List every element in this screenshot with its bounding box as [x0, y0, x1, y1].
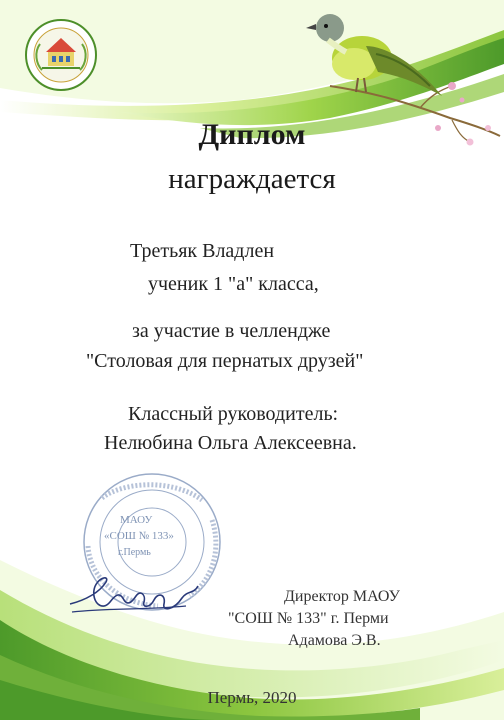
stamp-icon [62, 470, 242, 650]
director-school: "СОШ № 133" г. Перми [228, 610, 389, 627]
school-emblem-icon [24, 18, 98, 92]
stamp-line-1: МАОУ [120, 514, 153, 526]
bird-icon [306, 6, 446, 116]
awarded-heading: награждается [168, 163, 336, 195]
recipient-class: ученик 1 "а" класса, [148, 273, 319, 295]
city-year: Пермь, 2020 [207, 688, 297, 707]
teacher-role: Классный руководитель: [128, 403, 339, 425]
reason-line-2: "Столовая для пернатых друзей" [86, 350, 364, 372]
recipient-name: Третьяк Владлен [130, 240, 275, 262]
stamp-line-2: «СОШ № 133» [104, 530, 174, 542]
director-title: Директор МАОУ [284, 588, 400, 605]
signature-icon [66, 572, 206, 622]
teacher-name: Нелюбина Ольга Алексеевна. [104, 432, 357, 454]
director-name: Адамова Э.В. [288, 632, 381, 649]
reason-line-1: за участие в челлендже [132, 320, 331, 342]
stamp-line-3: г.Пермь [118, 547, 151, 558]
diploma-title: Диплом [198, 118, 306, 151]
